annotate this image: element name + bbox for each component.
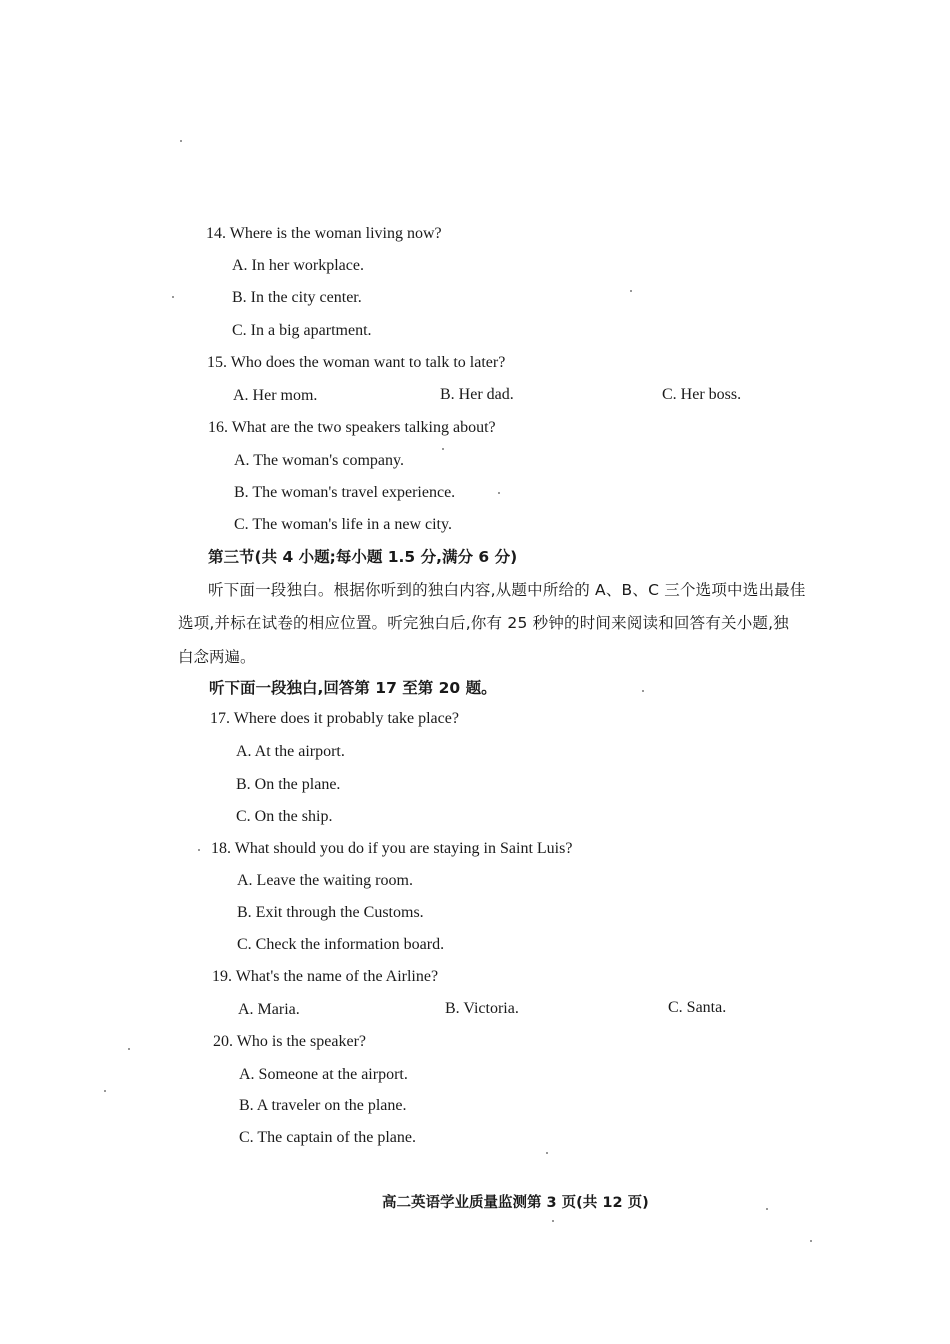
question-16-option-c: C. The woman's life in a new city. — [234, 516, 452, 533]
scan-speck — [546, 1152, 548, 1154]
question-17-option-b: B. On the plane. — [236, 776, 341, 793]
scan-speck — [810, 1240, 812, 1242]
section-3-heading: 第三节(共 4 小题;每小题 1.5 分,满分 6 分) — [208, 548, 518, 566]
question-18-option-c: C. Check the information board. — [237, 936, 445, 953]
scan-speck — [552, 1220, 554, 1222]
question-15-option-c: C. Her boss. — [662, 386, 742, 403]
question-19-option-a: A. Maria. — [238, 1001, 300, 1018]
scan-speck — [442, 448, 444, 450]
question-15-option-a: A. Her mom. — [233, 387, 318, 404]
question-19-stem: 19. What's the name of the Airline? — [212, 968, 439, 985]
question-14-option-b: B. In the city center. — [232, 289, 362, 306]
question-20-stem: 20. Who is the speaker? — [213, 1033, 366, 1050]
page-footer: 高二英语学业质量监测第 3 页(共 12 页) — [382, 1195, 649, 1211]
question-14-option-c: C. In a big apartment. — [232, 322, 372, 339]
question-18-stem: 18. What should you do if you are staying in Saint Luis? — [211, 840, 573, 857]
scan-speck — [498, 492, 500, 494]
scan-speck — [642, 690, 644, 692]
question-14-option-a: A. In her workplace. — [232, 257, 364, 274]
question-15-stem: 15. Who does the woman want to talk to later? — [207, 354, 506, 371]
section-3-instruction-line-1: 听下面一段独白。根据你听到的独白内容,从题中所给的 A、B、C 三个选项中选出最佳 — [208, 581, 806, 599]
question-19-option-c: C. Santa. — [668, 999, 727, 1016]
section-3-instruction-line-2: 选项,并标在试卷的相应位置。听完独白后,你有 25 秒钟的时间来阅读和回答有关小题,独 — [178, 614, 789, 632]
scan-speck — [180, 140, 182, 142]
section-3-sub-heading: 听下面一段独白,回答第 17 至第 20 题。 — [209, 679, 497, 697]
question-17-option-a: A. At the airport. — [236, 743, 345, 760]
question-16-option-b: B. The woman's travel experience. — [234, 484, 456, 501]
question-16-stem: 16. What are the two speakers talking about? — [208, 419, 496, 436]
question-20-option-c: C. The captain of the plane. — [239, 1129, 416, 1146]
question-18-option-a: A. Leave the waiting room. — [237, 872, 413, 889]
scan-speck — [128, 1048, 130, 1050]
scan-speck — [766, 1208, 768, 1210]
scan-speck — [630, 290, 632, 292]
question-17-option-c: C. On the ship. — [236, 808, 333, 825]
scan-speck — [198, 849, 200, 851]
scan-speck — [172, 296, 174, 298]
question-15-option-b: B. Her dad. — [440, 386, 514, 403]
scan-speck — [104, 1090, 106, 1092]
question-20-option-a: A. Someone at the airport. — [239, 1066, 408, 1083]
section-3-instruction-line-3: 白念两遍。 — [178, 648, 256, 666]
question-17-stem: 17. Where does it probably take place? — [210, 710, 459, 727]
question-19-option-b: B. Victoria. — [445, 1000, 519, 1017]
question-20-option-b: B. A traveler on the plane. — [239, 1097, 407, 1114]
question-16-option-a: A. The woman's company. — [234, 452, 404, 469]
question-18-option-b: B. Exit through the Customs. — [237, 904, 424, 921]
question-14-stem: 14. Where is the woman living now? — [206, 225, 442, 242]
